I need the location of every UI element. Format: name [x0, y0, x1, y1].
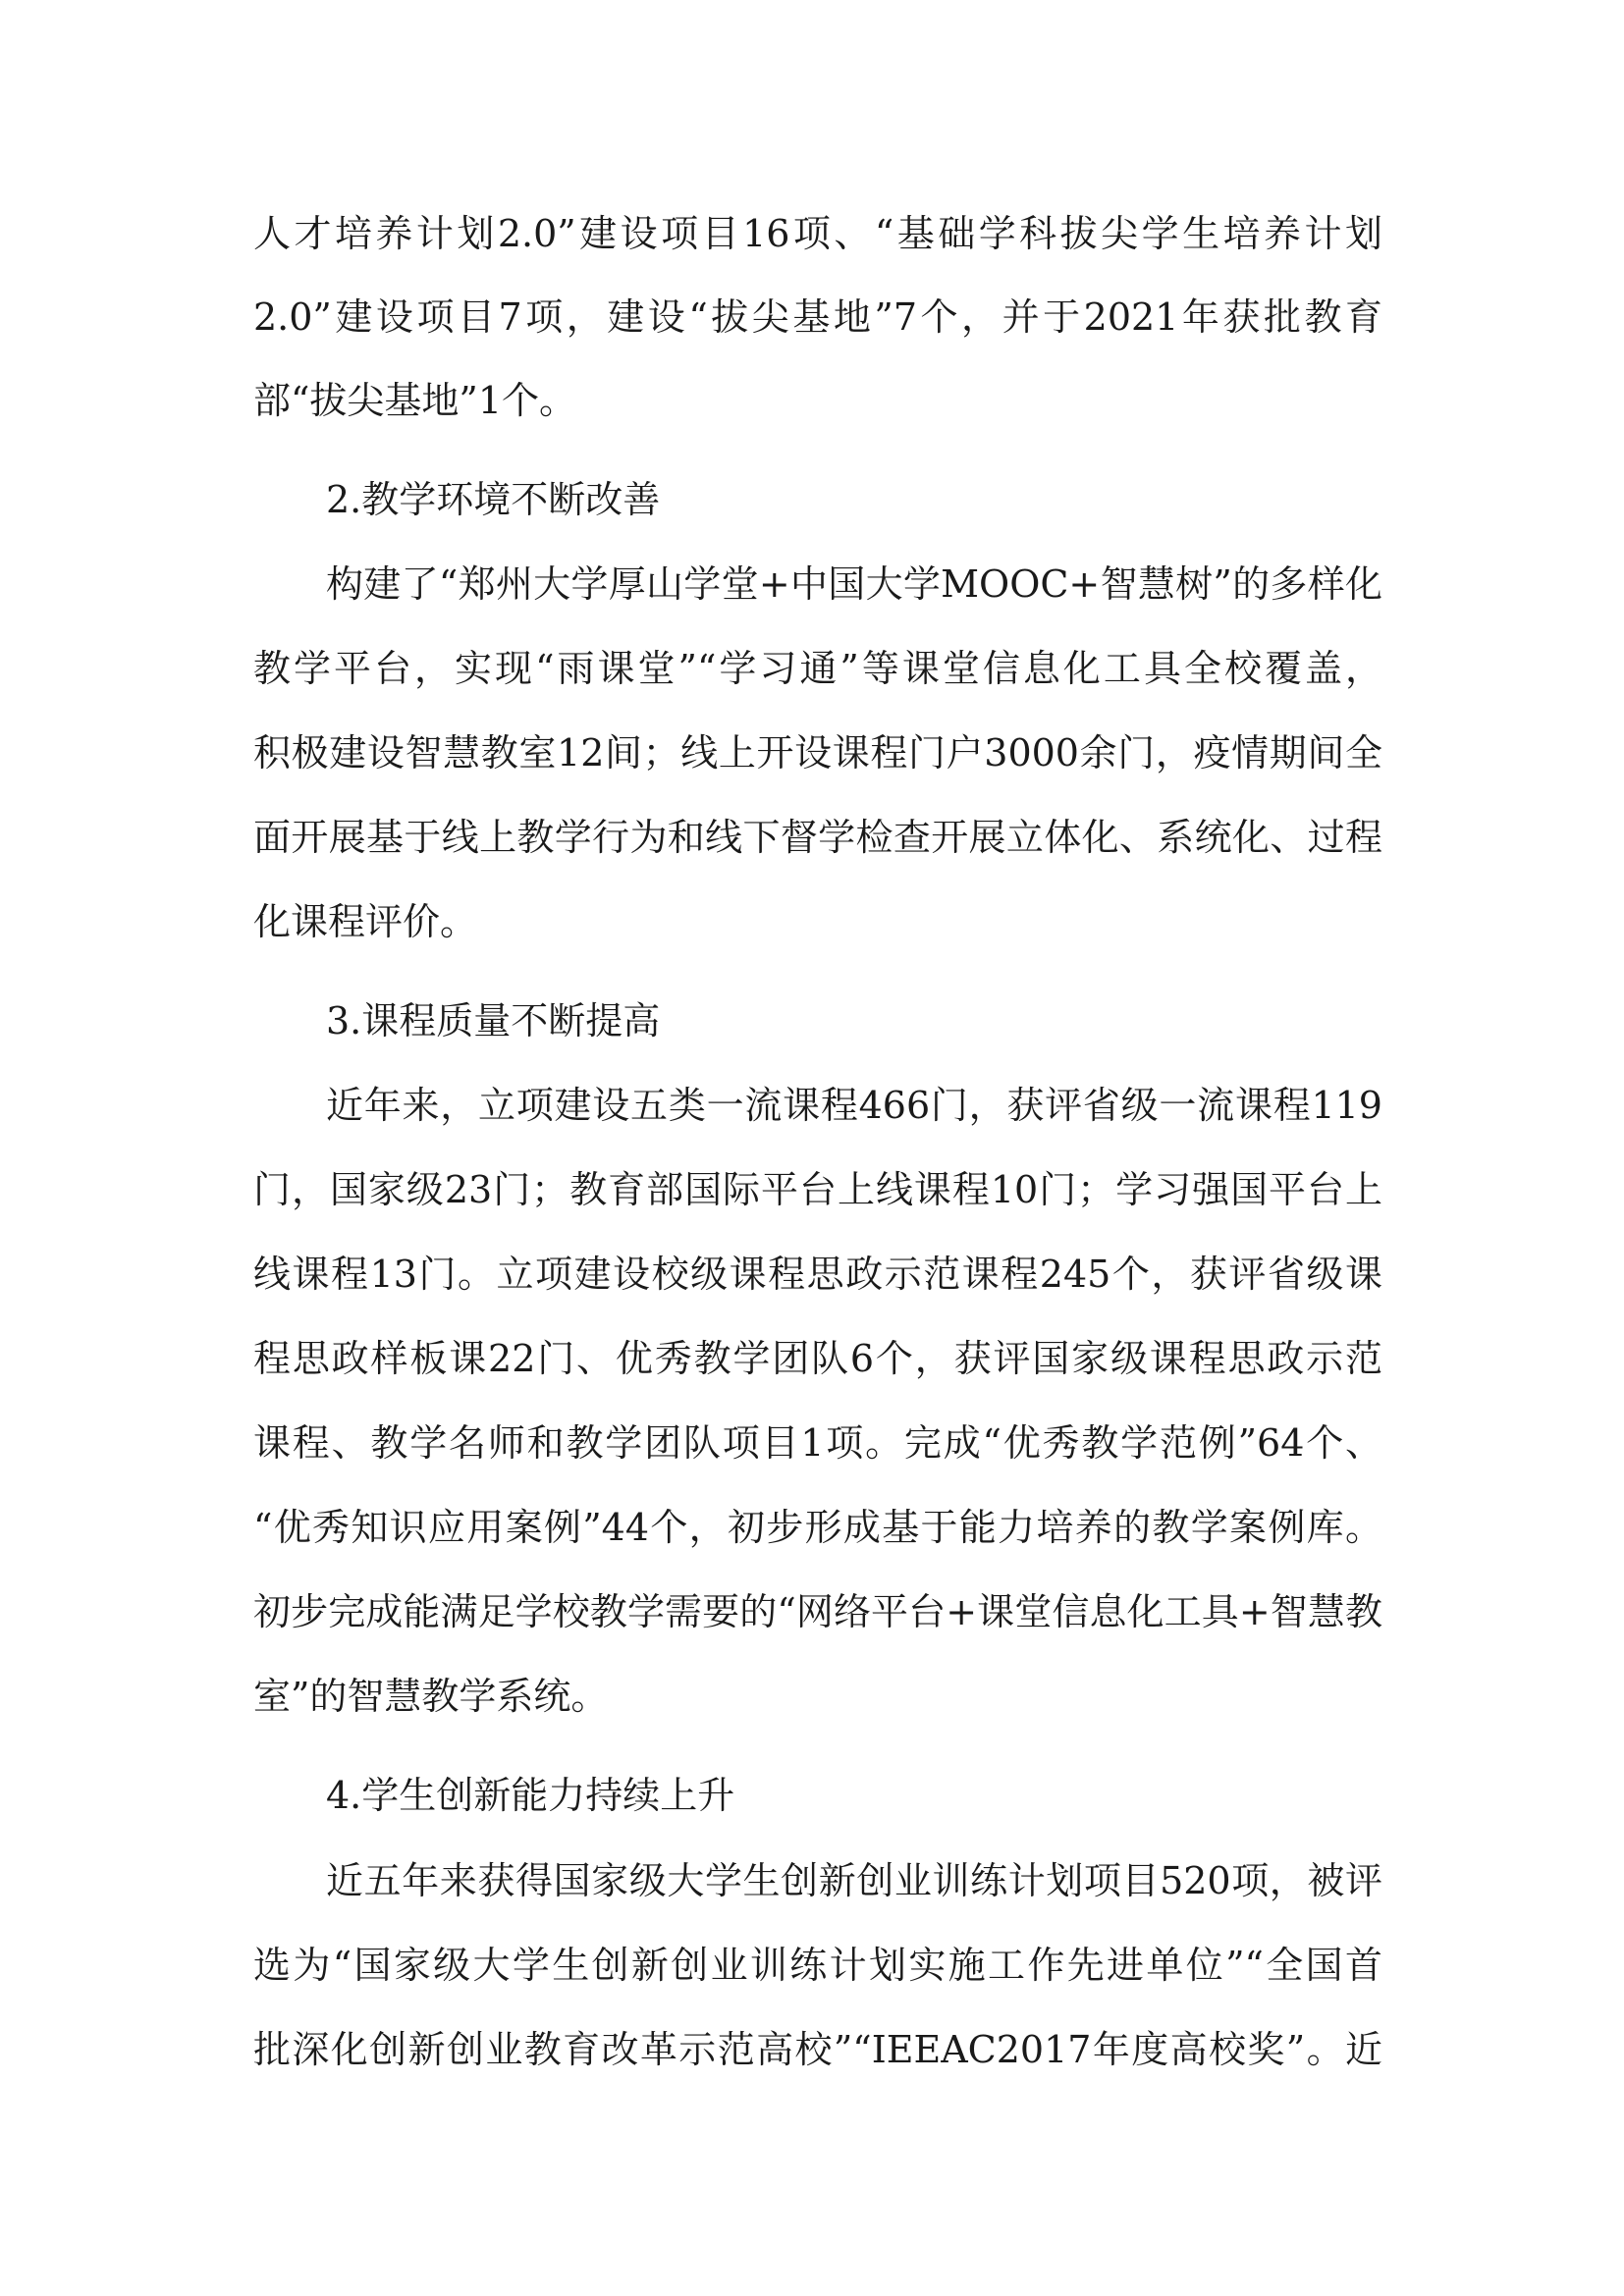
body-text-line: 2.0”建设项目7项，建设“拔尖基地”7个，并于2021年获批教育: [253, 295, 1382, 339]
body-text-line: 教学平台，实现“雨课堂”“学习通”等课堂信息化工具全校覆盖，: [253, 647, 1382, 690]
body-text-line: 批深化创新创业教育改革示范高校”“IEEAC2017年度高校奖”。近: [253, 2028, 1382, 2071]
section-heading: 2.教学环境不断改善: [326, 478, 661, 521]
body-text-line: 近年来，立项建设五类一流课程466门，获评省级一流课程119: [326, 1084, 1382, 1127]
body-text-line: 化课程评价。: [253, 900, 478, 943]
body-text-line: 积极建设智慧教室12间；线上开设课程门户3000余门，疫情期间全: [253, 731, 1382, 774]
body-text-line: 构建了“郑州大学厚山学堂+中国大学MOOC+智慧树”的多样化: [326, 562, 1382, 606]
body-text-line: 人才培养计划2.0”建设项目16项、“基础学科拔尖学生培养计划: [253, 212, 1382, 255]
body-text-line: 线课程13门。立项建设校级课程思政示范课程245个，获评省级课: [253, 1253, 1382, 1296]
section-heading: 4.学生创新能力持续上升: [326, 1774, 735, 1817]
body-text-line: 门，国家级23门；教育部国际平台上线课程10门；学习强国平台上: [253, 1168, 1382, 1211]
body-text-line: 部“拔尖基地”1个。: [253, 379, 577, 422]
body-text-line: 面开展基于线上教学行为和线下督学检查开展立体化、系统化、过程: [253, 816, 1382, 859]
body-text-line: 程思政样板课22门、优秀教学团队6个，获评国家级课程思政示范: [253, 1337, 1382, 1380]
body-text-line: 选为“国家级大学生创新创业训练计划实施工作先进单位”“全国首: [253, 1944, 1382, 1987]
section-heading: 3.课程质量不断提高: [326, 999, 661, 1042]
body-text-line: 近五年来获得国家级大学生创新创业训练计划项目520项，被评: [326, 1859, 1382, 1902]
body-text-line: 初步完成能满足学校教学需要的“网络平台+课堂信息化工具+智慧教: [253, 1590, 1382, 1633]
body-text-line: 室”的智慧教学系统。: [253, 1675, 609, 1718]
body-text-line: “优秀知识应用案例”44个，初步形成基于能力培养的教学案例库。: [253, 1506, 1382, 1549]
body-text-line: 课程、教学名师和教学团队项目1项。完成“优秀教学范例”64个、: [253, 1421, 1382, 1465]
